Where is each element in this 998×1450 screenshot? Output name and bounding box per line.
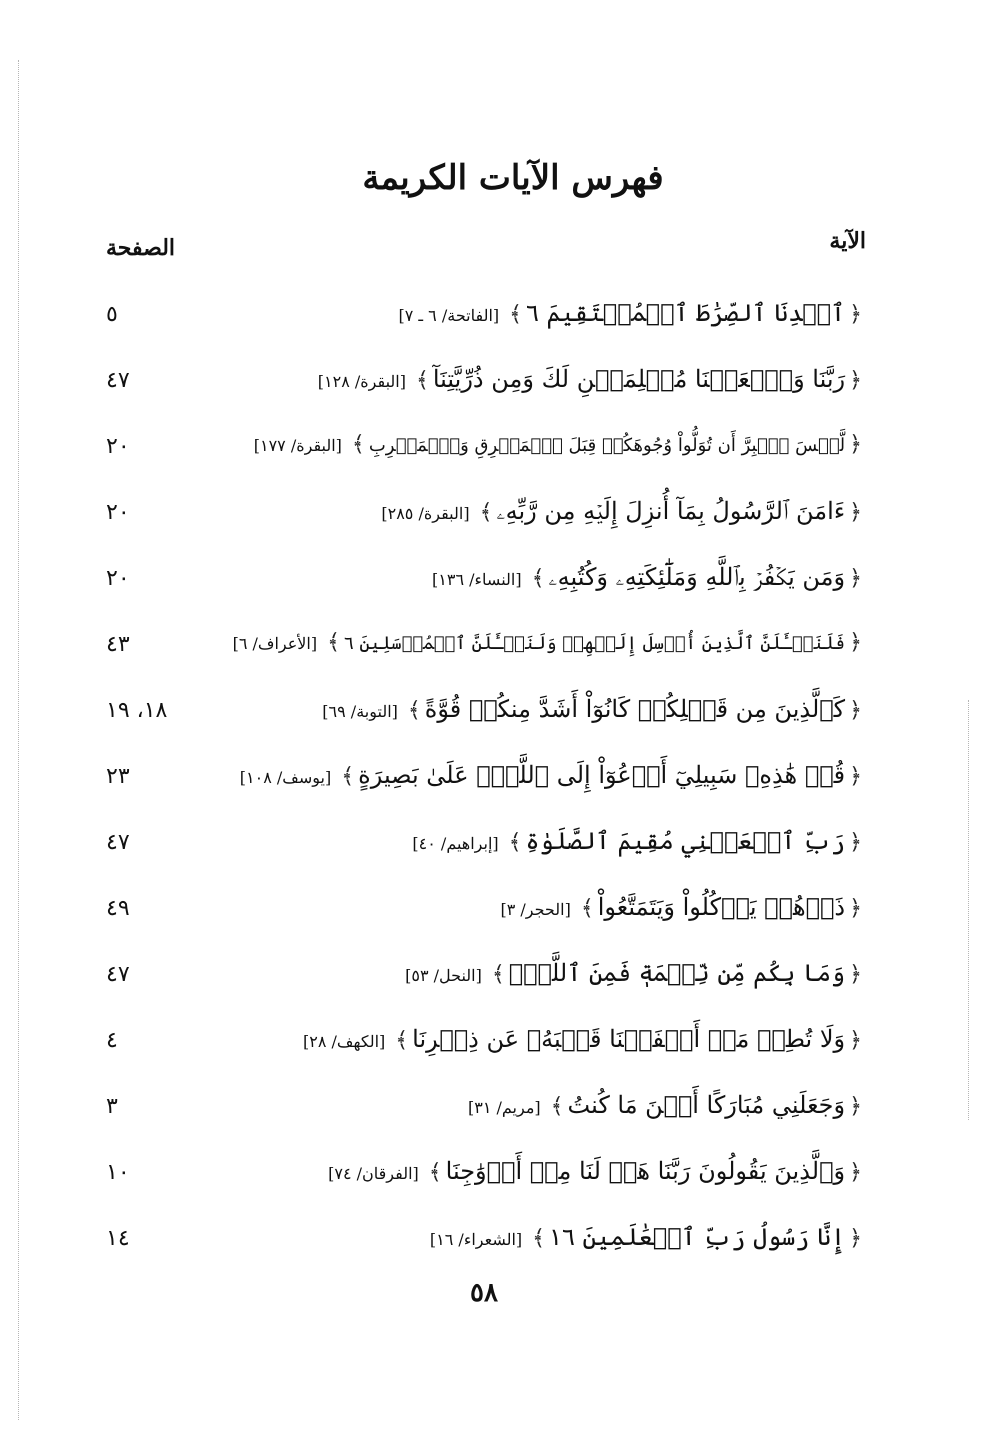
page-ref: ٢٠ <box>106 434 130 459</box>
page-ref: ١٨، ١٩ <box>106 698 168 723</box>
verse-text: وَجَعَلَنِي مُبَارَكًا أَيۡنَ مَا كُنتُ <box>567 1091 846 1119</box>
index-row <box>0 480 998 546</box>
page-ref: ٤ <box>106 1028 118 1053</box>
ornate-bracket-open-icon: ﴿ <box>849 630 862 655</box>
surah-reference: [يوسف/ ١٠٨] <box>239 768 332 787</box>
verse-entry <box>432 560 866 597</box>
ornate-bracket-close-icon: ﴾ <box>428 1160 442 1185</box>
index-row <box>0 414 998 480</box>
verse-entry <box>405 956 866 993</box>
index-row <box>0 678 998 744</box>
surah-reference: [الحجر/ ٣] <box>500 900 571 919</box>
ornate-bracket-close-icon: ﴾ <box>508 830 522 855</box>
page-ref: ٢٣ <box>106 764 130 789</box>
verse-entry <box>254 428 866 463</box>
verse-text: رَبِّ ٱجۡعَلۡنِي مُقِيمَ ٱلصَّلَوٰةِ <box>525 827 846 855</box>
verse-entry <box>233 626 866 661</box>
verse-text: وَمَن يَكۡفُرۡ بِٱللَّهِ وَمَلَٰٓئِكَتِهِۦ وَكُتُبِهِۦ <box>548 563 846 591</box>
verse-text: ٱهۡدِنَا ٱلصِّرَٰطَ ٱلۡمُسۡتَقِيمَ ٦ <box>526 299 846 327</box>
ornate-bracket-open-icon: ﴿ <box>849 500 862 525</box>
ornate-bracket-close-icon: ﴾ <box>491 962 505 987</box>
page-ref: ٥ <box>106 302 118 327</box>
verse-text: وَمَا بِكُم مِّن نِّعۡمَةٖ فَمِنَ ٱللَّهِۖ <box>508 959 846 987</box>
page-ref: ٣ <box>106 1094 118 1119</box>
page-ref: ٤٧ <box>106 368 130 393</box>
verse-entry <box>398 296 866 333</box>
surah-reference: [مريم/ ٣١] <box>467 1098 541 1117</box>
page-ref: ١٠ <box>106 1160 130 1185</box>
ornate-bracket-close-icon: ﴾ <box>395 1028 409 1053</box>
page-ref: ٤٧ <box>106 962 130 987</box>
index-row <box>0 1008 998 1074</box>
page-number: ٥٨ <box>470 1278 498 1308</box>
ornate-bracket-open-icon: ﴿ <box>849 698 862 723</box>
verse-text: رَبَّنَا وَٱجۡعَلۡنَا مُسۡلِمَيۡنِ لَكَ وَمِن ذُرِّيَّتِنَآ <box>432 365 846 393</box>
ornate-bracket-open-icon: ﴿ <box>849 566 862 591</box>
ornate-bracket-close-icon: ﴾ <box>531 566 545 591</box>
ornate-bracket-open-icon: ﴿ <box>849 302 862 327</box>
verse-text: فَلَنَسۡـَٔلَنَّ ٱلَّذِينَ أُرۡسِلَ إِلَيۡهِمۡ وَلَنَسۡـَٔلَنَّ ٱلۡمُرۡسَلِينَ ٦ <box>344 633 846 654</box>
ornate-bracket-close-icon: ﴾ <box>509 302 523 327</box>
header-aya: الآية <box>829 228 866 254</box>
verse-entry <box>412 824 866 861</box>
verse-text: كَٱلَّذِينَ مِن قَبۡلِكُمۡ كَانُوٓاْ أَشَدَّ مِنكُمۡ قُوَّةً <box>424 695 846 723</box>
ornate-bracket-close-icon: ﴾ <box>550 1094 564 1119</box>
verse-entry <box>322 692 866 729</box>
surah-reference: [الأعراف/ ٦] <box>232 634 318 653</box>
index-row <box>0 282 998 348</box>
verse-entry <box>381 494 866 531</box>
ornate-bracket-close-icon: ﴾ <box>327 630 341 655</box>
page-ref: ١٤ <box>106 1226 130 1251</box>
verse-text: قُلۡ هَٰذِهِۦ سَبِيلِيٓ أَدۡعُوٓاْ إِلَى ٱللَّهِۚ عَلَىٰ بَصِيرَةٍ <box>358 761 846 789</box>
page-ref: ٢٠ <box>106 500 130 525</box>
verse-entry <box>318 362 866 399</box>
index-row <box>0 546 998 612</box>
ornate-bracket-close-icon: ﴾ <box>479 500 493 525</box>
verse-entry <box>328 1154 866 1191</box>
ornate-bracket-open-icon: ﴿ <box>849 1028 862 1053</box>
ornate-bracket-open-icon: ﴿ <box>849 962 862 987</box>
verse-text: ذَرۡهُمۡ يَأۡكُلُواْ وَيَتَمَتَّعُواْ <box>597 893 846 921</box>
ornate-bracket-close-icon: ﴾ <box>341 764 355 789</box>
verse-text: وَلَا تُطِعۡ مَنۡ أَغۡفَلۡنَا قَلۡبَهُۥ عَن ذِكۡرِنَا <box>412 1025 846 1053</box>
ornate-bracket-open-icon: ﴿ <box>849 896 862 921</box>
index-row <box>0 348 998 414</box>
verse-entry <box>430 1220 866 1257</box>
ornate-bracket-open-icon: ﴿ <box>849 368 862 393</box>
verse-text: لَّيۡسَ ٱلۡبِرَّ أَن تُوَلُّواْ وُجُوهَكُمۡ قِبَلَ ٱلۡمَشۡرِقِ وَٱلۡمَغۡرِبِ <box>368 435 846 456</box>
ornate-bracket-open-icon: ﴿ <box>849 1226 862 1251</box>
ornate-bracket-open-icon: ﴿ <box>849 764 862 789</box>
surah-reference: [الكهف/ ٢٨] <box>303 1032 386 1051</box>
page-ref: ٤٩ <box>106 896 130 921</box>
index-row <box>0 1140 998 1206</box>
index-row <box>0 942 998 1008</box>
surah-reference: [إبراهيم/ ٤٠] <box>412 834 499 853</box>
page-ref: ٤٧ <box>106 830 130 855</box>
verse-entry <box>468 1088 866 1125</box>
header-page: الصفحة <box>106 235 176 261</box>
surah-reference: [البقرة/ ١٧٧] <box>253 436 342 455</box>
ornate-bracket-close-icon: ﴾ <box>532 1226 546 1251</box>
index-row <box>0 1206 998 1272</box>
index-row <box>0 876 998 942</box>
surah-reference: [الشعراء/ ١٦] <box>429 1230 523 1249</box>
index-row <box>0 612 998 678</box>
verse-entry <box>303 1022 866 1059</box>
verse-text: ءَامَنَ ٱلرَّسُولُ بِمَآ أُنزِلَ إِلَيۡهِ مِن رَّبِّهِۦ <box>496 497 846 525</box>
ornate-bracket-open-icon: ﴿ <box>849 1160 862 1185</box>
index-row <box>0 744 998 810</box>
ornate-bracket-open-icon: ﴿ <box>849 1094 862 1119</box>
ornate-bracket-close-icon: ﴾ <box>351 432 365 457</box>
surah-reference: [النحل/ ٥٣] <box>405 966 482 985</box>
ornate-bracket-open-icon: ﴿ <box>849 432 862 457</box>
index-row <box>0 810 998 876</box>
index-row <box>0 1074 998 1140</box>
surah-reference: [الفاتحة/ ٦ ـ ٧] <box>398 306 500 325</box>
verse-text: إِنَّا رَسُولُ رَبِّ ٱلۡعَٰلَمِينَ ١٦ <box>549 1223 846 1251</box>
ornate-bracket-close-icon: ﴾ <box>580 896 594 921</box>
page-ref: ٢٠ <box>106 566 130 591</box>
verse-index-list <box>0 282 998 1272</box>
surah-reference: [البقرة/ ٢٨٥] <box>381 504 470 523</box>
surah-reference: [النساء/ ١٣٦] <box>432 570 522 589</box>
page-ref: ٤٣ <box>106 632 130 657</box>
verse-text: وَٱلَّذِينَ يَقُولُونَ رَبَّنَا هَبۡ لَنَا مِنۡ أَزۡوَٰجِنَا <box>445 1157 846 1185</box>
surah-reference: [التوبة/ ٦٩] <box>322 702 398 721</box>
page-title: فهرس الآيات الكريمة <box>362 158 664 198</box>
ornate-bracket-close-icon: ﴾ <box>407 698 421 723</box>
ornate-bracket-close-icon: ﴾ <box>415 368 429 393</box>
surah-reference: [الفرقان/ ٧٤] <box>328 1164 419 1183</box>
surah-reference: [البقرة/ ١٢٨] <box>317 372 406 391</box>
verse-entry <box>500 890 866 927</box>
ornate-bracket-open-icon: ﴿ <box>849 830 862 855</box>
verse-entry <box>240 758 866 795</box>
